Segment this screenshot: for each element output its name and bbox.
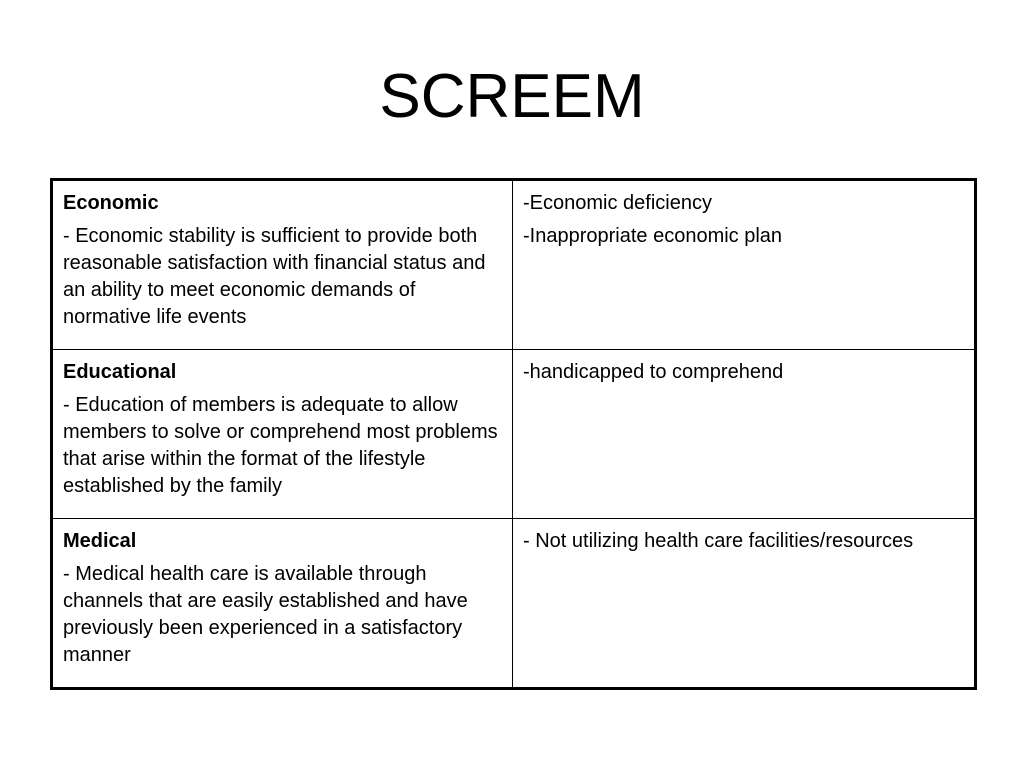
issue-cell: [513, 350, 976, 519]
issue-cell: [513, 180, 976, 350]
row-description: - Medical health care is available through channels that are easily established and have previously been experienced in a satisfactory manner: [63, 563, 468, 666]
row-heading: Economic: [63, 192, 159, 214]
table-row-educational: [52, 350, 976, 519]
table-row-medical: [52, 519, 976, 689]
row-heading: Educational: [63, 361, 177, 383]
table-row-economic: [52, 180, 976, 350]
issue-item: -Economic deficiency: [523, 192, 712, 214]
issue-item: -Inappropriate economic plan: [523, 225, 783, 247]
row-heading: Medical: [63, 530, 137, 552]
issue-item: - Not utilizing health care facilities/resources: [523, 530, 914, 552]
strength-cell: [52, 519, 513, 689]
slide-title: SCREEM: [379, 62, 645, 131]
row-description: - Economic stability is sufficient to provide both reasonable satisfaction with financial status and an ability to meet economic demands of normative life events: [63, 225, 486, 328]
issue-item: -handicapped to comprehend: [523, 361, 784, 383]
strength-cell: [52, 350, 513, 519]
strength-cell: [52, 180, 513, 350]
row-description: - Education of members is adequate to allow members to solve or comprehend most problems that arise within the format of the lifestyle established by the family: [63, 394, 498, 497]
issue-cell: [513, 519, 976, 689]
screem-table: [50, 178, 977, 690]
